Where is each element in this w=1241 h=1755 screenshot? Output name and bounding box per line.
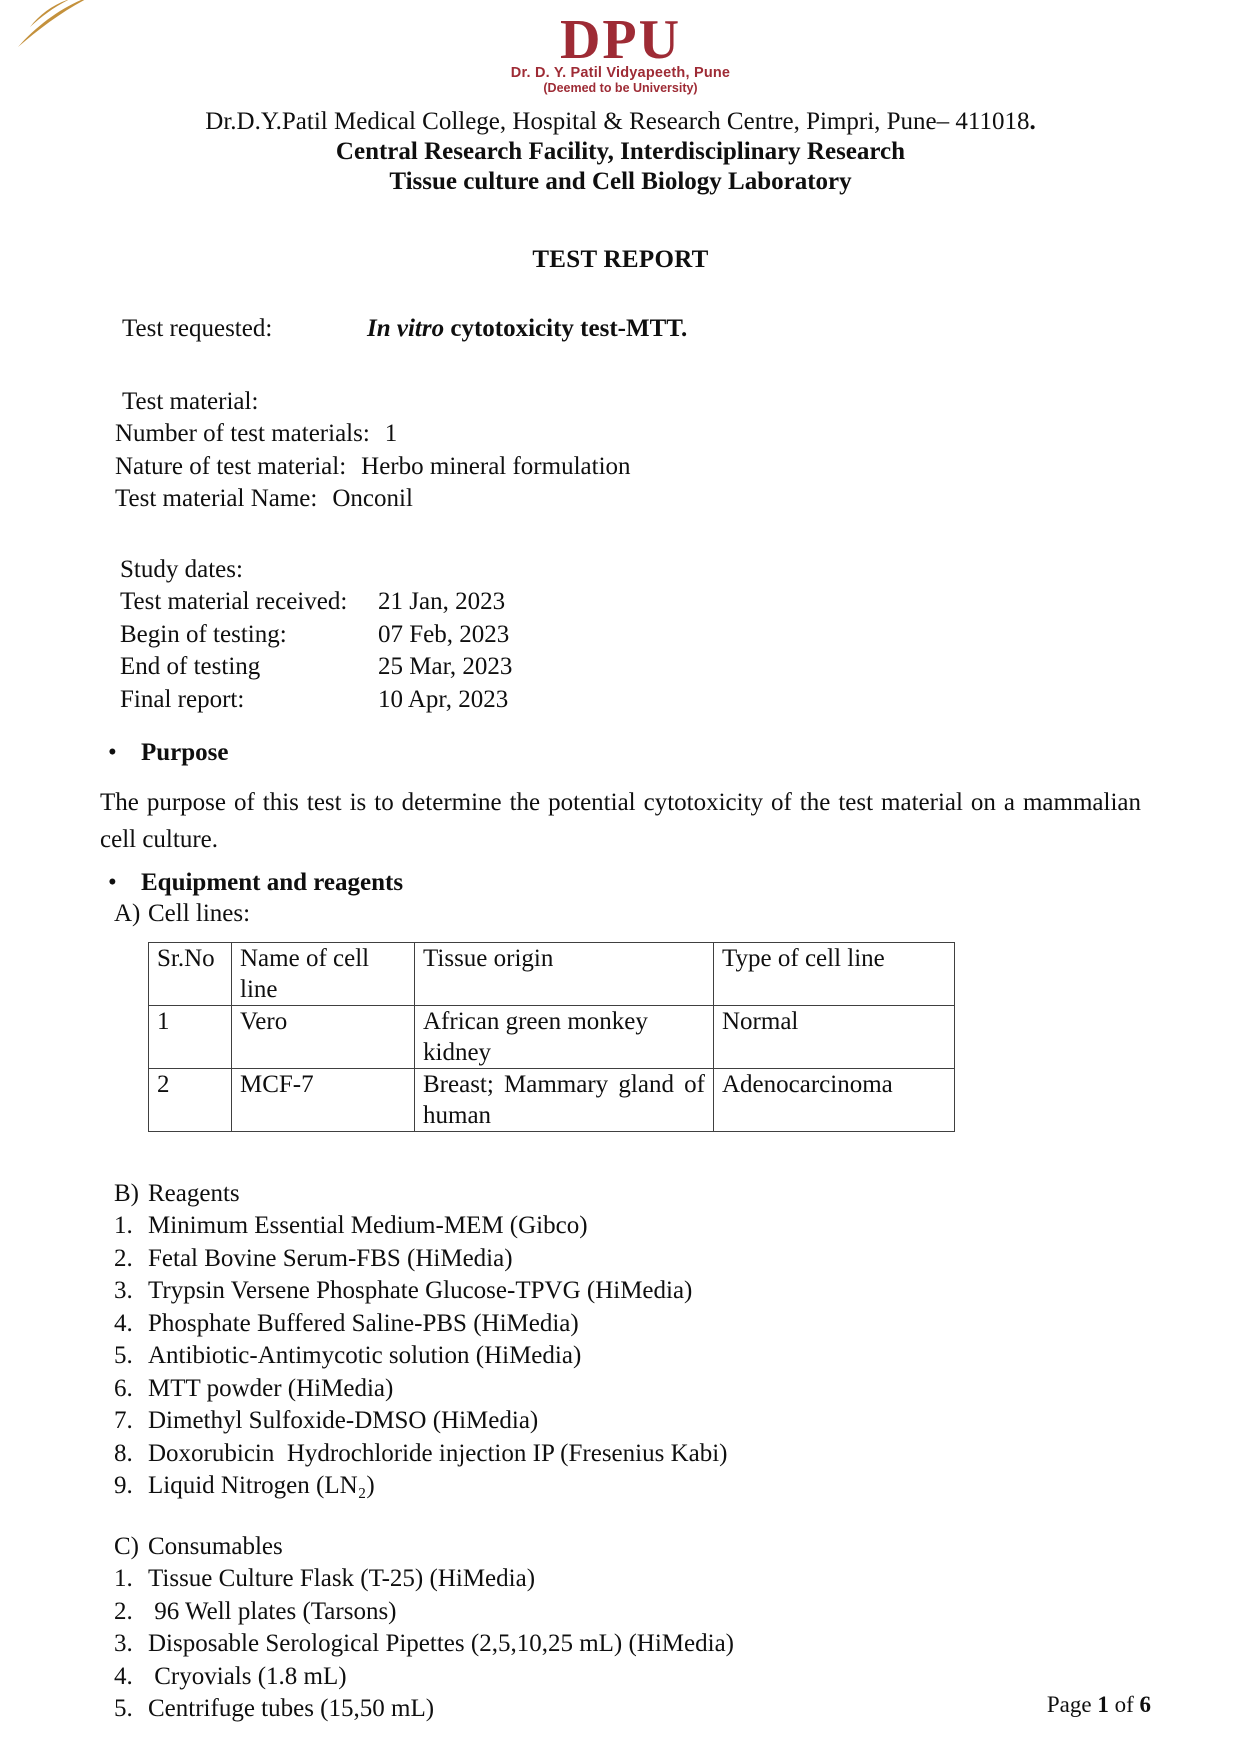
- reagents-list: [100, 1210, 1141, 1503]
- kv-value: Herbo mineral formulation: [361, 452, 631, 480]
- list-item: 2. Fetal Bovine Serum-FBS (HiMedia): [114, 1244, 513, 1272]
- kv-value: Onconil: [332, 485, 413, 512]
- list-item: 8. Doxorubicin Hydrochloride injection IP (Fresenius Kabi): [114, 1439, 728, 1467]
- consumables-subheading: C) Consumables: [114, 1532, 283, 1560]
- reagents-subheading: B) Reagents: [114, 1179, 240, 1207]
- col-header: Tissue origin: [415, 942, 714, 1005]
- kv-row: Test material Name: Onconil: [100, 483, 1141, 516]
- kv-value: 10 Apr, 2023: [378, 685, 509, 713]
- institution-line2: Central Research Facility, Interdisciplinary Research: [335, 138, 906, 165]
- test-requested-value: In vitro cytotoxicity test-MTT.: [367, 315, 688, 342]
- list-item: 7. Dimethyl Sulfoxide-DMSO (HiMedia): [114, 1407, 539, 1434]
- list-item: 4. Phosphate Buffered Saline-PBS (HiMedia): [114, 1309, 579, 1337]
- list-item: 1. Minimum Essential Medium-MEM (Gibco): [114, 1212, 588, 1239]
- kv-row: Begin of testing: 07 Feb, 2023: [100, 619, 1141, 652]
- bullet-icon: •: [108, 869, 117, 896]
- equipment-heading: • Equipment and reagents: [100, 868, 1141, 898]
- list-item: 3. Disposable Serological Pipettes (2,5,10,25 mL) (HiMedia): [114, 1630, 734, 1657]
- table-cell: Breast; Mammary gland of human: [415, 1068, 714, 1131]
- list-item: 1. Tissue Culture Flask (T-25) (HiMedia): [114, 1565, 536, 1592]
- page-number: Page 1 of 6: [1046, 1692, 1151, 1717]
- logo-swoosh-icon: [12, 0, 94, 56]
- table-cell: African green monkey kidney: [415, 1005, 714, 1068]
- test-material-rows: [100, 418, 1141, 516]
- institution-line3: Tissue culture and Cell Biology Laboratory: [389, 168, 852, 195]
- kv-value: 21 Jan, 2023: [378, 588, 506, 615]
- list-item: 5. Antibiotic-Antimycotic solution (HiMedia): [114, 1342, 582, 1369]
- bullet-icon: •: [108, 739, 117, 766]
- institution-header: [100, 107, 1141, 197]
- col-header: Sr.No: [149, 942, 232, 1005]
- kv-value: 1: [384, 420, 398, 447]
- test-requested-row: [100, 313, 1141, 346]
- kv-row: Nature of test material: Herbo mineral formulation: [100, 451, 1141, 484]
- list-item: 9. Liquid Nitrogen (LN₂): [114, 1472, 375, 1499]
- kv-value: 07 Feb, 2023: [378, 620, 510, 648]
- logo-org-name: Dr. D. Y. Patil Vidyapeeth, Pune: [510, 65, 731, 81]
- kv-value: 25 Mar, 2023: [378, 653, 513, 680]
- logo-acronym: DPU: [559, 9, 682, 71]
- kv-row: Number of test materials: 1: [100, 418, 1141, 451]
- study-dates-heading: Study dates:: [120, 555, 243, 583]
- list-item: 4. Cryovials (1.8 mL): [114, 1662, 347, 1690]
- test-material-heading: Test material:: [122, 387, 259, 415]
- kv-row: Final report: 10 Apr, 2023: [100, 684, 1141, 717]
- kv-row: Test material received: 21 Jan, 2023: [100, 586, 1141, 619]
- table-row: [149, 1005, 955, 1068]
- table-header-row: [149, 942, 955, 1005]
- page-total: 6: [1139, 1692, 1151, 1717]
- table-cell: Normal: [714, 1005, 955, 1068]
- university-logo: [100, 0, 1141, 95]
- study-dates-rows: [100, 586, 1141, 716]
- list-item: 3. Trypsin Versene Phosphate Glucose-TPVG (HiMedia): [114, 1277, 693, 1304]
- purpose-body: The purpose of this test is to determine the potential cytotoxicity of the test material on a mammalian cell culture.: [100, 789, 1141, 853]
- page-current: 1: [1097, 1692, 1109, 1717]
- table-cell: 2: [149, 1068, 232, 1131]
- cell-lines-subheading: A) Cell lines:: [114, 900, 251, 927]
- col-header: Name of cell line: [232, 942, 415, 1005]
- list-item: 2. 96 Well plates (Tarsons): [114, 1597, 397, 1625]
- cell-lines-table: [148, 942, 955, 1132]
- institution-line1: Dr.D.Y.Patil Medical College, Hospital & Research Centre, Pimpri, Pune– 411018.: [205, 108, 1036, 135]
- logo-tagline: (Deemed to be University): [543, 81, 698, 95]
- test-requested-label: Test requested:: [122, 315, 273, 342]
- table-cell: MCF-7: [232, 1068, 415, 1131]
- kv-row: End of testing 25 Mar, 2023: [100, 651, 1141, 684]
- table-row: [149, 1068, 955, 1131]
- list-item: 5. Centrifuge tubes (15,50 mL): [114, 1695, 435, 1722]
- table-cell: Vero: [232, 1005, 415, 1068]
- list-item: 6. MTT powder (HiMedia): [114, 1374, 394, 1402]
- table-cell: 1: [149, 1005, 232, 1068]
- table-cell: Adenocarcinoma: [714, 1068, 955, 1131]
- report-title: TEST REPORT: [532, 246, 709, 273]
- purpose-heading: • Purpose: [100, 738, 1141, 768]
- consumables-list: [100, 1563, 1141, 1726]
- col-header: Type of cell line: [714, 942, 955, 1005]
